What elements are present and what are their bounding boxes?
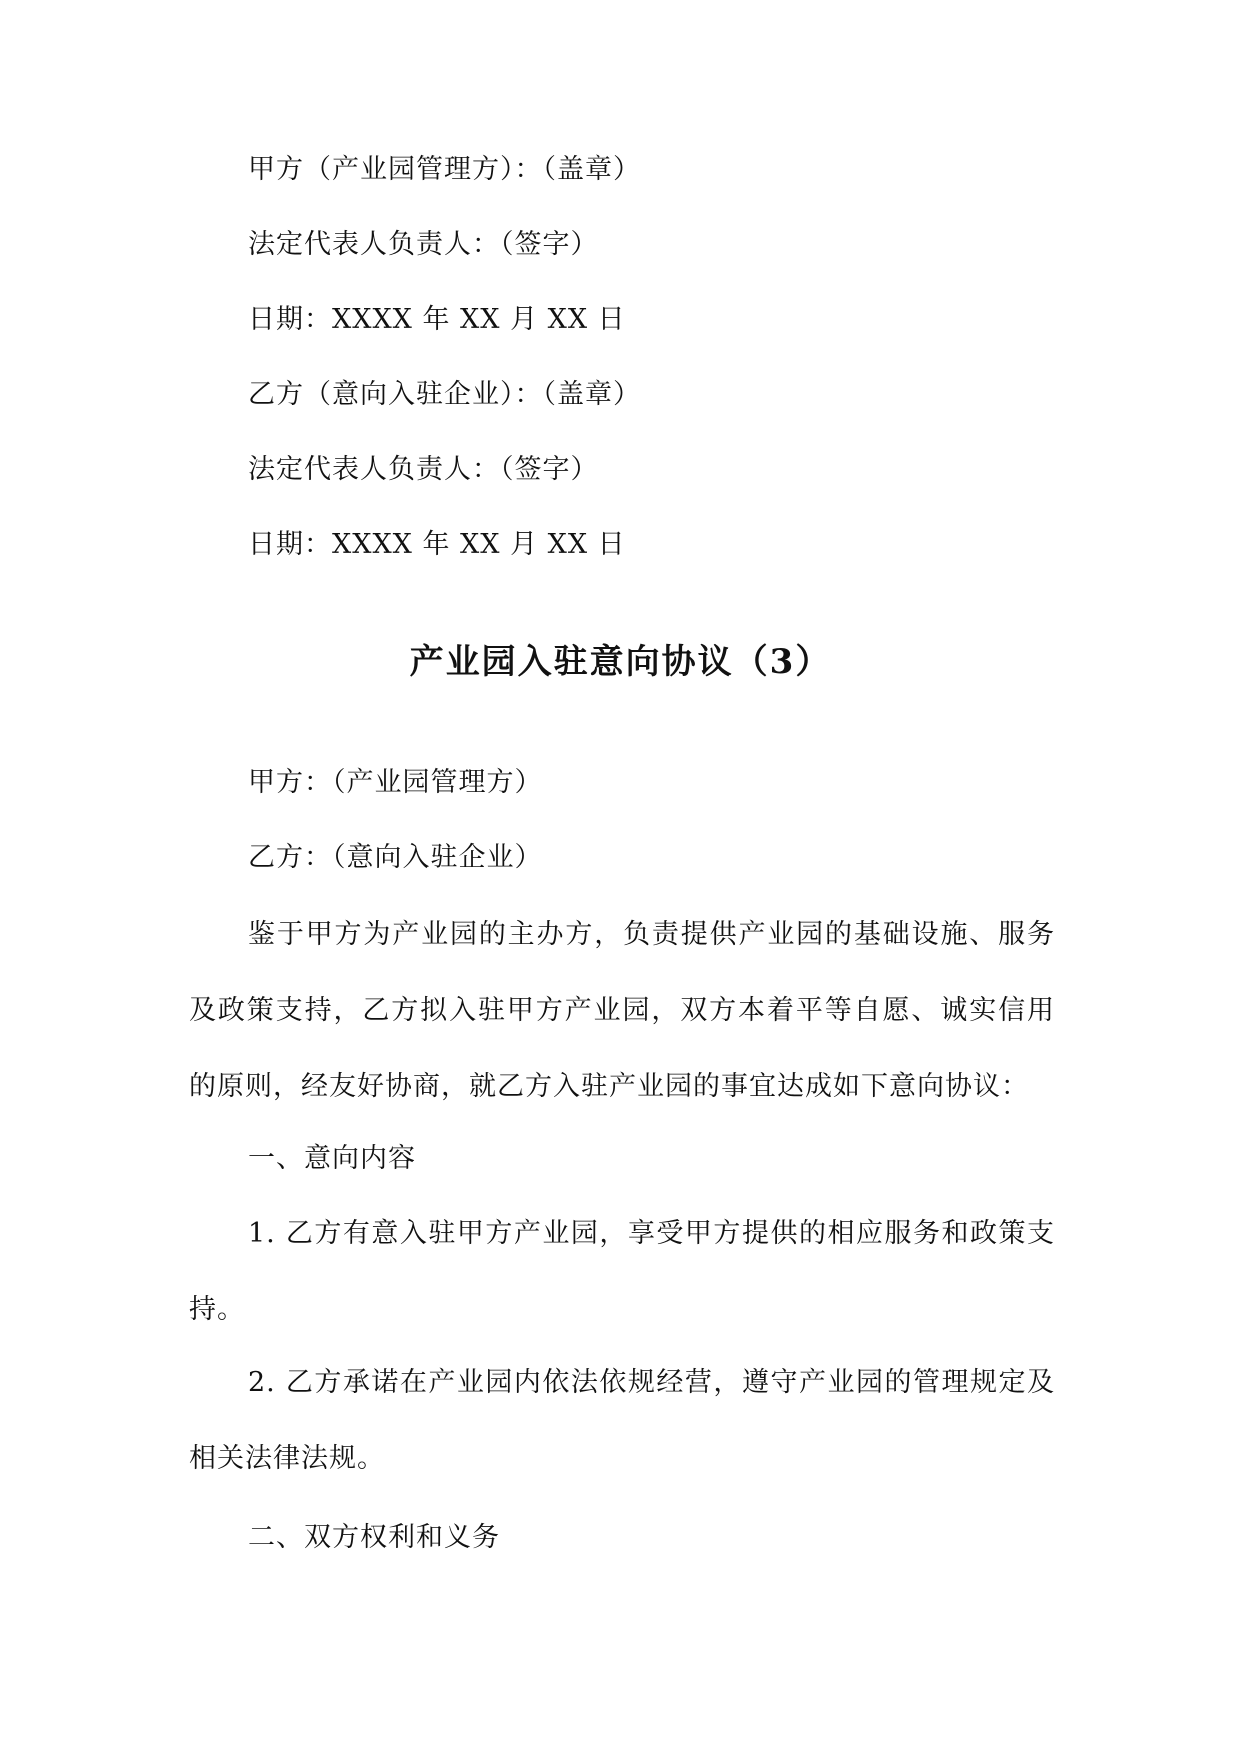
section2-heading: 二、双方权利和义务 bbox=[248, 1522, 500, 1553]
section1-heading: 一、意向内容 bbox=[248, 1143, 416, 1174]
signature-rep-a: 法定代表人负责人：（签字） bbox=[248, 229, 599, 260]
document-title: 产业园入驻意向协议（3） bbox=[409, 642, 832, 682]
signature-rep-b: 法定代表人负责人：（签字） bbox=[248, 454, 599, 485]
signature-party-b: 乙方（意向入驻企业）：（盖章） bbox=[248, 379, 641, 410]
party-b-line: 乙方：（意向入驻企业） bbox=[248, 842, 543, 873]
party-a-line: 甲方：（产业园管理方） bbox=[248, 767, 543, 798]
section1-item2: 2. 乙方承诺在产业园内依法依规经营，遵守产业园的管理规定及相关法律法规。 bbox=[189, 1367, 1055, 1474]
preamble-paragraph: 鉴于甲方为产业园的主办方，负责提供产业园的基础设施、服务及政策支持，乙方拟入驻甲方产业园，双方本着平等自愿、诚实信用的原则，经友好协商，就乙方入驻产业园的事宜达成如下意向协议： bbox=[189, 919, 1055, 1102]
section1-item1: 1. 乙方有意入驻甲方产业园，享受甲方提供的相应服务和政策支持。 bbox=[189, 1218, 1055, 1325]
signature-date-b: 日期：XXXX 年 XX 月 XX 日 bbox=[248, 529, 626, 560]
signature-date-a: 日期：XXXX 年 XX 月 XX 日 bbox=[248, 304, 626, 335]
signature-party-a: 甲方（产业园管理方）：（盖章） bbox=[248, 154, 641, 185]
